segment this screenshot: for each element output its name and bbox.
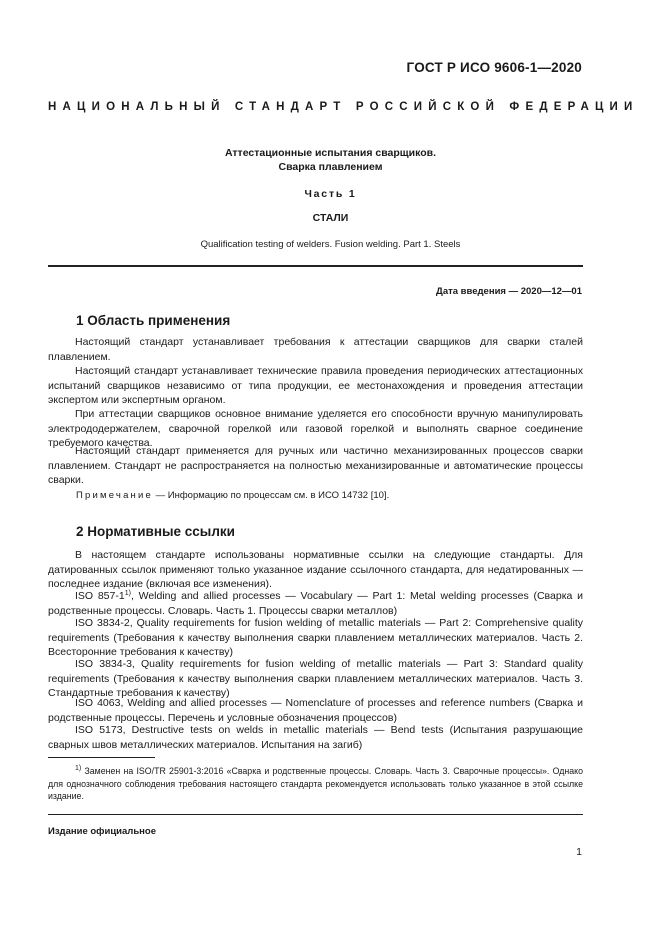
english-title: Qualification testing of welders. Fusion welding. Part 1. Steels <box>200 239 461 250</box>
reference-iso-3834-2 <box>48 616 583 660</box>
footnote-ref: 1) <box>124 590 131 597</box>
part-label: Часть 1 <box>304 188 357 200</box>
reference-iso-3834-3 <box>48 657 583 701</box>
reference-text: ISO 5173, Destructive tests on welds in metallic materials — Bend tests (Испытания разрушающие сварных швов металлических материалов. Испытания на загиб) <box>48 724 583 751</box>
note-text: — Информацию по процессам см. в ИСО 14732 [10]. <box>153 490 390 501</box>
footnote-text: Заменен на ISO/TR 25901-3:2016 «Сварка и родственные процессы. Словарь. Часть 3. Сварочные процессы». Однако для однозначного соблюдения требования настоящего стандарта рекомендуется использовать только указанное в этой ссылке издание. <box>48 766 583 801</box>
document-number: ГОСТ Р ИСО 9606-1—2020 <box>406 60 582 75</box>
reference-text: , Welding and allied processes — Vocabulary — Part 1: Metal welding processes (Сварка и родственные процессы. Словарь. Часть 1. Процессы сварки металлов) <box>48 590 583 617</box>
reference-code: ISO 857-1 <box>75 590 125 602</box>
paragraph-text: При аттестации сварщиков основное внимание уделяется его способности вручную манипулировать электрододержателем, сварочной горелкой или газовой горелкой и выполнять сварное соединение требуемого качества. <box>48 408 583 449</box>
page-number: 1 <box>576 846 582 858</box>
title-divider <box>48 265 583 267</box>
reference-text: ISO 4063, Welding and allied processes — Nomenclature of processes and reference numbers (Сварка и родственные процессы. Перечень и условные обозначения процессов) <box>48 697 583 724</box>
edition-label: Издание официальное <box>48 826 156 837</box>
title-line-1: Аттестационные испытания сварщиков. <box>224 147 437 159</box>
section-2-intro <box>48 548 583 592</box>
reference-text: ISO 3834-2, Quality requirements for fusion welding of metallic materials — Part 2: Comprehensive quality requirements (Требования к качеству выполнения сварки плавлением металлических материалов. Часть 2. Всесторонние требования к качеству) <box>48 617 583 658</box>
footnote-divider <box>48 757 155 758</box>
subtitle: СТАЛИ <box>312 212 349 224</box>
footnote <box>48 765 583 803</box>
reference-iso-5173 <box>48 723 583 752</box>
paragraph-text: Настоящий стандарт применяется для ручных или частично механизированных процессов сварки плавлением. Стандарт не распространяется на полностью механизированные и автоматические процессы сварки. <box>48 445 583 486</box>
reference-iso-857-1 <box>48 589 583 618</box>
footnote-marker: 1) <box>75 765 82 772</box>
footer-divider <box>48 814 583 815</box>
section-2-heading: 2 Нормативные ссылки <box>76 524 235 539</box>
reference-text: ISO 3834-3, Quality requirements for fusion welding of metallic materials — Part 3: Standard quality requirements (Требования к качеству выполнения сварки плавлением металлических материалов. Часть 3. Стандартные требования к качеству) <box>48 658 583 699</box>
national-standard-banner: НАЦИОНАЛЬНЫЙ СТАНДАРТ РОССИЙСКОЙ ФЕДЕРАЦИИ <box>48 101 639 113</box>
section-1-paragraph-2 <box>48 364 583 408</box>
paragraph-text: Настоящий стандарт устанавливает технические правила проведения периодических аттестационных испытаний сварщиков независимо от типа продукции, ее местонахождения и проведения аттестации экспертом или экспертным органом. <box>48 365 583 406</box>
paragraph-text: Настоящий стандарт устанавливает требования к аттестации сварщиков для сварки сталей плавлением. <box>48 336 583 363</box>
note <box>76 490 583 501</box>
section-1-paragraph-4 <box>48 444 583 488</box>
paragraph-text: В настоящем стандарте использованы нормативные ссылки на следующие стандарты. Для датированных ссылок применяют только указанное издание ссылочного стандарта, для недатированных — последнее издание (включая все изменения). <box>48 549 583 590</box>
reference-iso-4063 <box>48 696 583 725</box>
section-1-paragraph-1 <box>48 335 583 364</box>
date-of-introduction: Дата введения — 2020—12—01 <box>436 286 582 297</box>
note-label: Примечание <box>76 490 153 501</box>
title-line-2: Сварка плавлением <box>278 161 383 173</box>
section-1-heading: 1 Область применения <box>76 313 231 328</box>
